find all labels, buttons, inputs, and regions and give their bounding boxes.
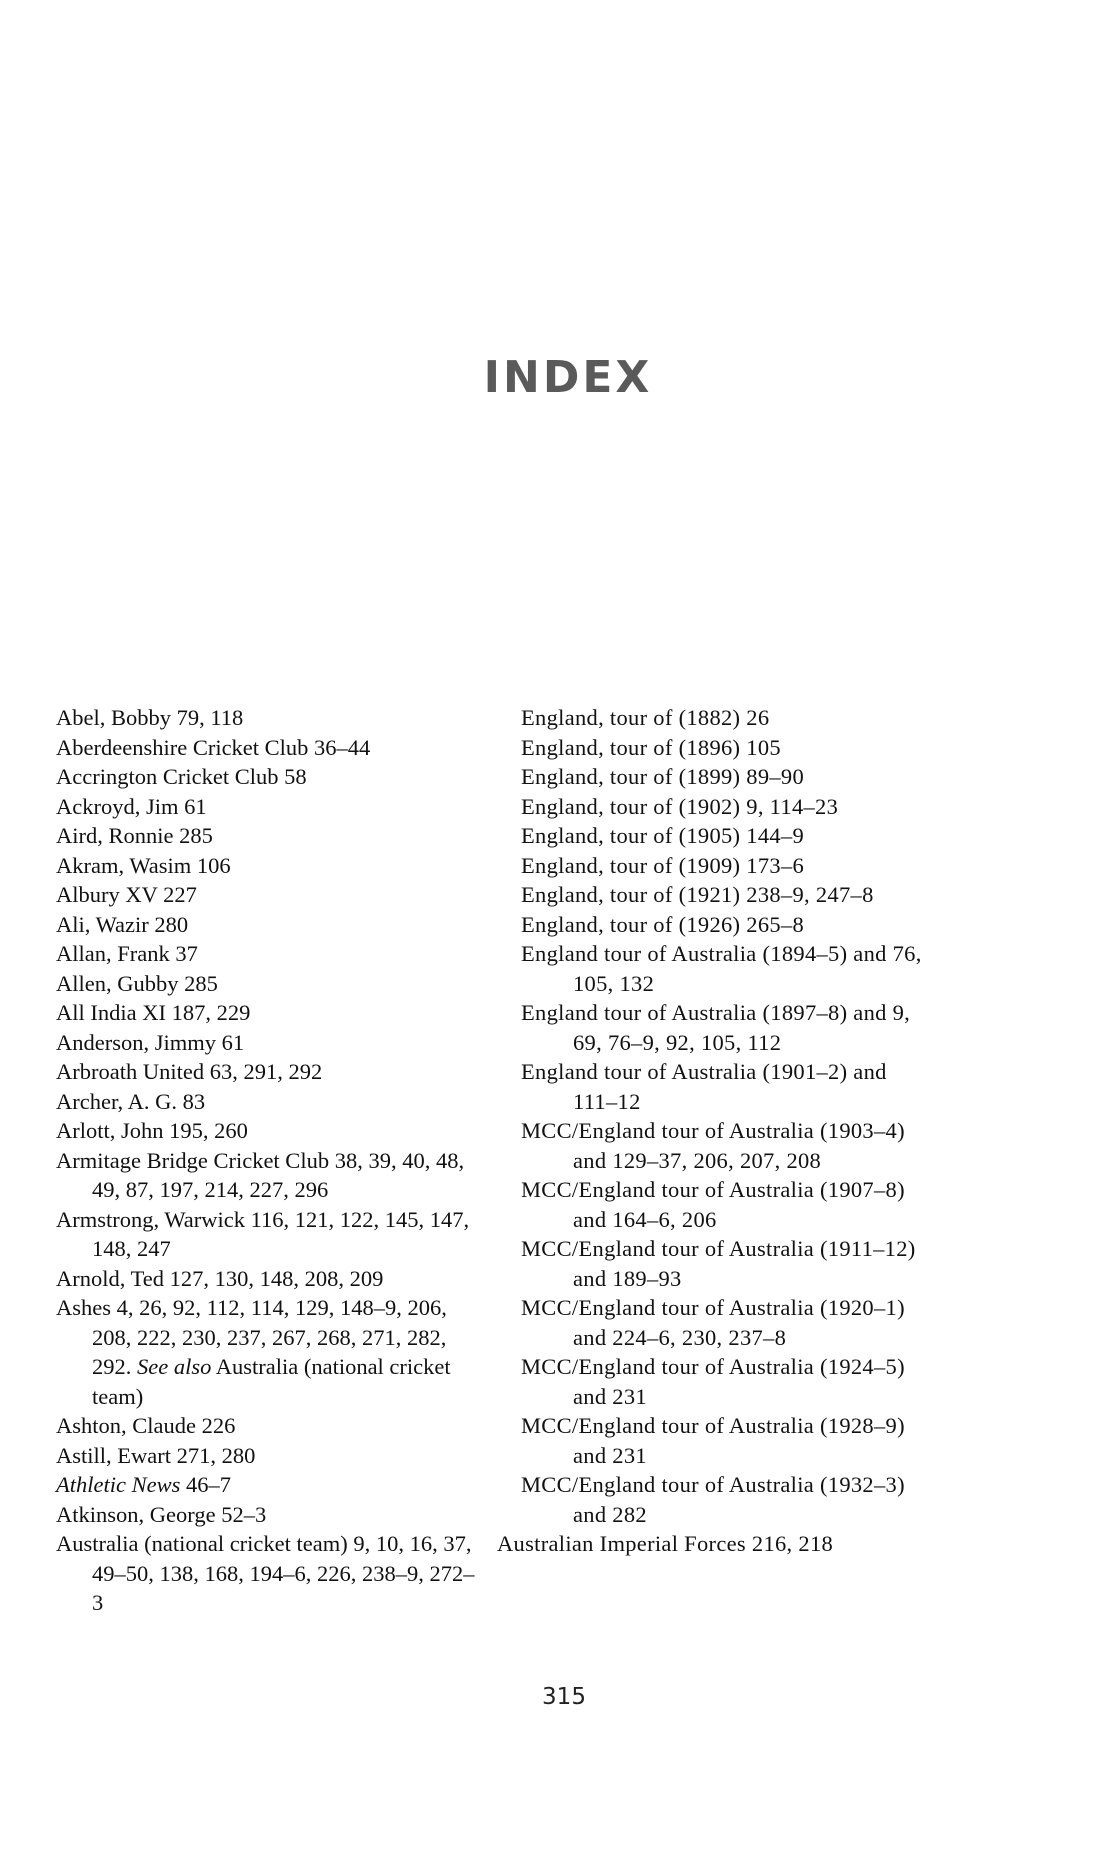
index-entry: Atkinson, George 52–3	[56, 1501, 267, 1527]
see-also-reference: See also	[137, 1354, 212, 1379]
page-number: 315	[542, 1684, 586, 1710]
page-title: INDEX	[483, 352, 653, 403]
index-entry: Australia (national cricket team) 9, 10, 16, 37, 49–50, 138, 168, 194–6, 226, 238–9, 272–3	[56, 1531, 475, 1615]
index-entry: England tour of Australia (1901–2) and 111–12	[521, 1059, 887, 1114]
index-entry: Arnold, Ted 127, 130, 148, 208, 209	[56, 1265, 384, 1291]
subentry-group	[497, 703, 937, 1559]
index-entry: Ali, Wazir 280	[56, 911, 189, 937]
index-entry: England tour of Australia (1894–5) and 76, 105, 132	[521, 941, 922, 996]
index-entry: Albury XV 227	[56, 882, 197, 907]
index-entry: Archer, A. G. 83	[56, 1088, 206, 1114]
publication-title: Athletic News	[56, 1472, 181, 1497]
index-entry: MCC/England tour of Australia (1920–1) and 224–6, 230, 237–8	[521, 1295, 905, 1350]
index-entry: MCC/England tour of Australia (1928–9) and 231	[521, 1413, 905, 1468]
index-entry: Akram, Wasim 106	[56, 852, 231, 878]
index-entry: England, tour of (1899) 89–90	[521, 764, 805, 789]
entry-text: 46–7	[180, 1472, 231, 1497]
index-entry: Armstrong, Warwick 116, 121, 122, 145, 147, 148, 247	[56, 1206, 470, 1261]
index-column-left	[56, 703, 476, 1618]
index-entry: England, tour of (1926) 265–8	[521, 911, 805, 937]
index-entry: All India XI 187, 229	[56, 1000, 251, 1025]
index-entry: MCC/England tour of Australia (1932–3) and 282	[521, 1472, 905, 1527]
index-entry: Australian Imperial Forces 216, 218	[497, 1531, 834, 1556]
index-entry: MCC/England tour of Australia (1907–8) and 164–6, 206	[521, 1177, 905, 1232]
index-entry	[56, 1470, 476, 1500]
index-entry: England, tour of (1896) 105	[521, 734, 781, 760]
index-entry: MCC/England tour of Australia (1911–12) and 189–93	[521, 1236, 916, 1291]
entry-text: Ashes 4, 26, 92, 112, 114, 129, 148–9, 206, 208, 222, 230, 237, 267, 268, 271, 282, 292.	[56, 1295, 447, 1379]
index-entry: Abel, Bobby 79, 118	[56, 705, 244, 730]
index-entry: Ashton, Claude 226	[56, 1413, 236, 1438]
index-entry: Armitage Bridge Cricket Club 38, 39, 40, 48, 49, 87, 197, 214, 227, 296	[56, 1147, 465, 1202]
index-entry: Allen, Gubby 285	[56, 970, 218, 996]
index-entry: Allan, Frank 37	[56, 941, 198, 966]
index-entry: England, tour of (1921) 238–9, 247–8	[521, 882, 874, 907]
index-entry: Arbroath United 63, 291, 292	[56, 1059, 323, 1084]
entry-text: Australia (national cricket team)	[92, 1354, 451, 1409]
index-entry: England tour of Australia (1897–8) and 9, 69, 76–9, 92, 105, 112	[521, 1000, 911, 1055]
index-entry: England, tour of (1909) 173–6	[521, 852, 805, 878]
index-entry: Ackroyd, Jim 61	[56, 793, 207, 819]
index-entry	[56, 1293, 476, 1411]
index-entry: Astill, Ewart 271, 280	[56, 1442, 256, 1468]
index-entry: England, tour of (1905) 144–9	[521, 823, 805, 848]
index-entry: England, tour of (1902) 9, 114–23	[521, 793, 839, 819]
index-entry: England, tour of (1882) 26	[521, 705, 770, 730]
index-entry: MCC/England tour of Australia (1903–4) and 129–37, 206, 207, 208	[521, 1118, 905, 1173]
index-entry: Accrington Cricket Club 58	[56, 764, 307, 789]
index-entry: MCC/England tour of Australia (1924–5) and 231	[521, 1354, 905, 1409]
index-entry: Aird, Ronnie 285	[56, 823, 213, 848]
index-entry: Arlott, John 195, 260	[56, 1118, 248, 1143]
index-entry: Anderson, Jimmy 61	[56, 1029, 245, 1055]
index-entry: Aberdeenshire Cricket Club 36–44	[56, 734, 371, 760]
index-column-right	[497, 703, 937, 1559]
